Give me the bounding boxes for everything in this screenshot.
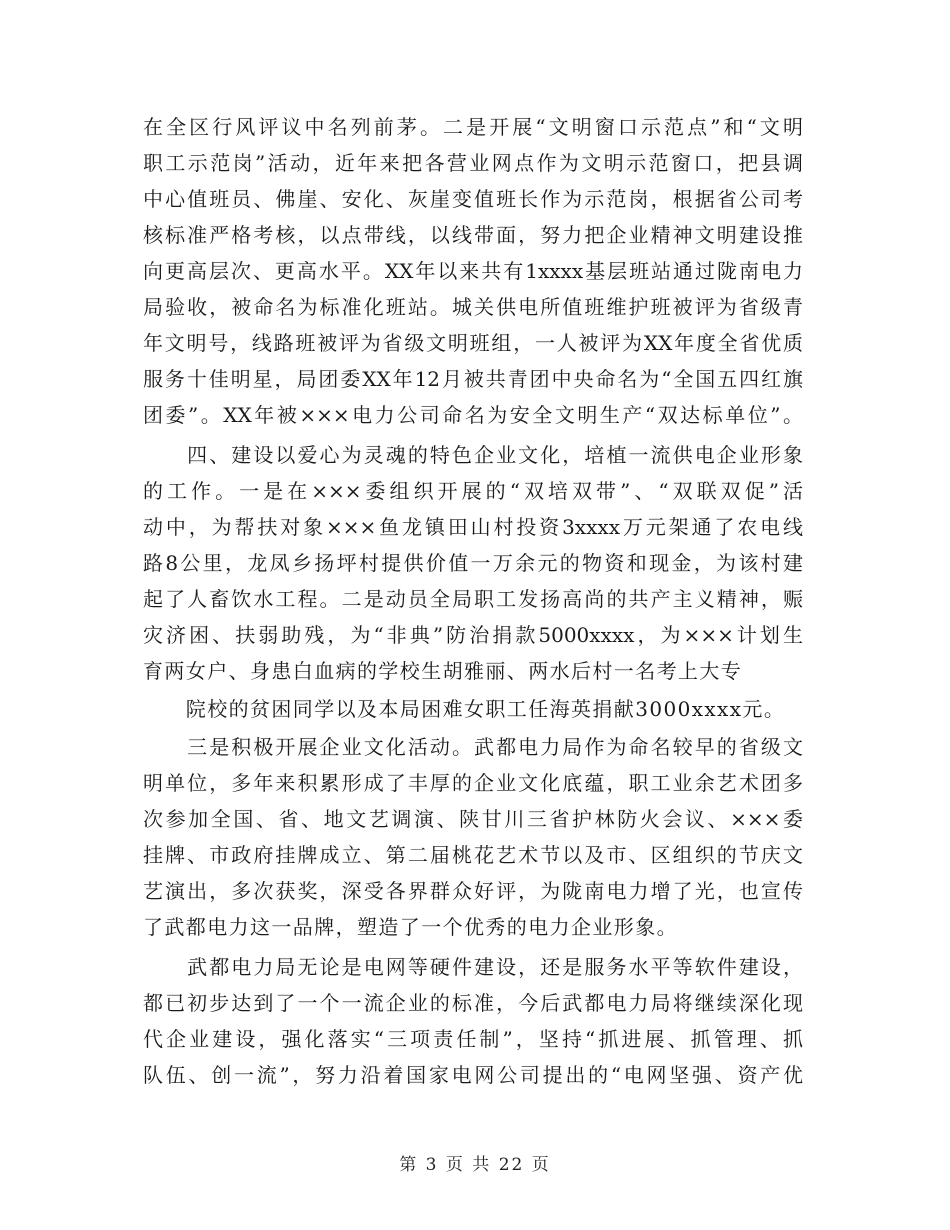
- body-line: 武都电力局无论是电网等硬件建设，还是服务水平等软件建设，: [143, 955, 803, 979]
- body-line: 三是积极开展企业文化活动。武都电力局作为命名较早的省级文: [143, 735, 803, 759]
- body-line: 育两女户、身患白血病的学校生胡雅丽、两水后村一名考上大专: [143, 659, 743, 683]
- body-line: 都已初步达到了一个一流企业的标准，今后武都电力局将继续深化现: [143, 991, 803, 1015]
- body-line: 起了人畜饮水工程。二是动员全局职工发扬高尚的共产主义精神，赈: [143, 587, 803, 611]
- body-line: 队伍、创一流”，努力沿着国家电网公司提出的“电网坚强、资产优: [143, 1063, 803, 1087]
- page-number-footer: 第 3 页 共 22 页: [399, 1155, 551, 1175]
- body-line: 动中，为帮扶对象×××鱼龙镇田山村投资3xxxx万元架通了农电线: [143, 515, 803, 539]
- body-line: 中心值班员、佛崖、安化、灰崖变值班长作为示范岗，根据省公司考: [143, 187, 803, 211]
- body-line: 年文明号，线路班被评为省级文明班组，一人被评为XX年度全省优质: [143, 331, 803, 355]
- body-line: 职工示范岗”活动，近年来把各营业网点作为文明示范窗口，把县调: [143, 151, 803, 175]
- body-line: 代企业建设，强化落实“三项责任制”，坚持“抓进展、抓管理、抓: [143, 1027, 803, 1051]
- body-line: 在全区行风评议中名列前茅。二是开展“文明窗口示范点”和“文明: [143, 115, 803, 139]
- body-line: 团委”。XX年被×××电力公司命名为安全文明生产“双达标单位”。: [143, 403, 803, 427]
- body-line: 次参加全国、省、地文艺调演、陕甘川三省护林防火会议、×××委: [143, 807, 803, 831]
- body-line: 了武都电力这一品牌，塑造了一个优秀的电力企业形象。: [143, 915, 678, 939]
- body-line: 灾济困、扶弱助残，为“非典”防治捐款5000xxxx，为×××计划生: [143, 623, 803, 647]
- body-line: 局验收，被命名为标准化班站。城关供电所值班维护班被评为省级青: [143, 295, 803, 319]
- body-line: 核标准严格考核，以点带线，以线带面，努力把企业精神文明建设推: [143, 223, 803, 247]
- body-line: 四、建设以爱心为灵魂的特色企业文化，培植一流供电企业形象: [143, 443, 803, 467]
- body-line: 艺演出，多次获奖，深受各界群众好评，为陇南电力增了光，也宣传: [143, 879, 803, 903]
- body-line: 明单位，多年来积累形成了丰厚的企业文化底蕴，职工业余艺术团多: [143, 771, 803, 795]
- body-line: 向更高层次、更高水平。XX年以来共有1xxxx基层班站通过陇南电力: [143, 259, 803, 283]
- body-line: 挂牌、市政府挂牌成立、第二届桃花艺术节以及市、区组织的节庆文: [143, 843, 803, 867]
- body-line: 的工作。一是在×××委组织开展的“双培双带”、“双联双促”活: [143, 479, 803, 503]
- body-line: 服务十佳明星，局团委XX年12月被共青团中央命名为“全国五四红旗: [143, 367, 803, 391]
- body-line: 院校的贫困同学以及本局困难女职工任海英捐献3000xxxx元。: [143, 697, 786, 721]
- body-line: 路8公里，龙凤乡扬坪村提供价值一万余元的物资和现金，为该村建: [143, 551, 803, 575]
